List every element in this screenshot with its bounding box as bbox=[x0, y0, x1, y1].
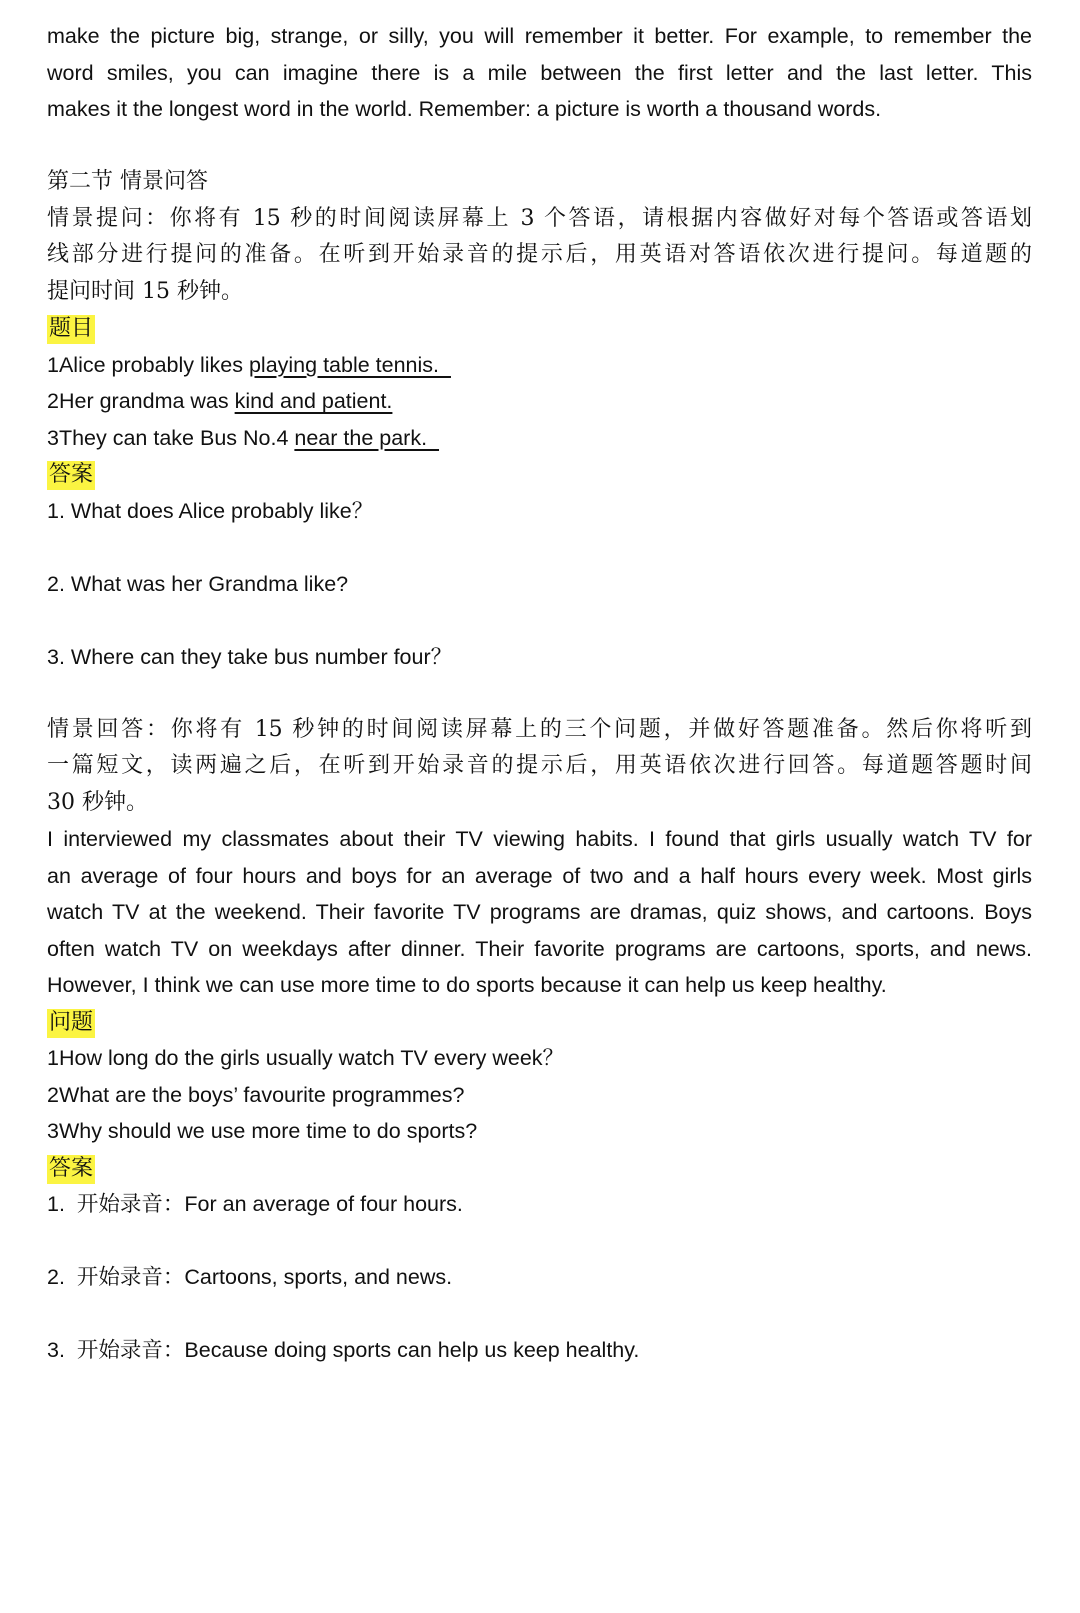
reply-answer-cue: 开始录音： bbox=[76, 1265, 185, 1290]
ask-item bbox=[47, 383, 1032, 420]
question: 3Why should we use more time to do sports? bbox=[47, 1119, 478, 1143]
spacer bbox=[47, 1223, 1032, 1260]
ask-label: 题目 bbox=[47, 315, 95, 344]
ask-item-text: 3They can take Bus No.4 bbox=[47, 425, 295, 450]
intro-line: word smiles, you can imagine there is a mile between the first letter and the last letter. This bbox=[47, 60, 1032, 85]
reply-instruction-line: 30 秒钟。 bbox=[47, 789, 148, 815]
intro-line: makes it the longest word in the world. Remember: a picture is worth a thousand words. bbox=[47, 97, 882, 121]
question-label: 问题 bbox=[47, 1009, 95, 1038]
ask-label-row bbox=[47, 310, 1032, 347]
document-page bbox=[47, 18, 1032, 1369]
intro-line: make the picture big, strange, or silly, you will remember it better. For example, to remember the bbox=[47, 24, 1032, 48]
ask-item bbox=[47, 347, 1032, 384]
ask-answer: 1. What does Alice probably like？ bbox=[47, 498, 374, 523]
reply-answer-cue: 开始录音： bbox=[76, 1338, 185, 1363]
ask-item-text: 1Alice probably likes bbox=[47, 352, 249, 377]
reply-answer-label: 答案 bbox=[47, 1155, 95, 1184]
spacer bbox=[47, 529, 1032, 566]
question: 1How long do the girls usually watch TV every week？ bbox=[47, 1046, 565, 1070]
reply-answer bbox=[47, 1332, 1032, 1369]
reply-answer-label-row bbox=[47, 1150, 1032, 1187]
question: 2What are the boys’ favourite programmes? bbox=[47, 1082, 465, 1107]
reply-instruction-line: 一篇短文，读两遍之后，在听到开始录音的提示后，用英语依次进行回答。每道题答题时间 bbox=[47, 753, 1032, 778]
reply-instruction-line: 情景回答：你将有 15 秒钟的时间阅读屏幕上的三个问题，并做好答题准备。然后你将听到 bbox=[47, 716, 1032, 742]
ask-instruction-line: 提问时间 15 秒钟。 bbox=[47, 278, 243, 304]
reply-answer bbox=[47, 1186, 1032, 1223]
passage-line: watch TV at the weekend. Their favorite TV programs are dramas, quiz shows, and cartoons. Boys bbox=[47, 900, 1032, 924]
passage-line: often watch TV on weekdays after dinner. Their favorite programs are cartoons, sports, and news. bbox=[47, 936, 1032, 961]
ask-answer: 2. What was her Grandma like? bbox=[47, 571, 349, 596]
ask-answer: 3. Where can they take bus number four？ bbox=[47, 644, 453, 669]
ask-answer-label: 答案 bbox=[47, 461, 95, 490]
section-heading: 第二节 情景问答 bbox=[47, 169, 208, 194]
ask-instruction-line: 线部分进行提问的准备。在听到开始录音的提示后，用英语对答语依次进行提问。每道题的 bbox=[47, 242, 1032, 267]
ask-instruction-line: 情景提问：你将有 15 秒的时间阅读屏幕上 3 个答语，请根据内容做好对每个答语或答语划 bbox=[47, 205, 1032, 231]
ask-item-underlined: kind and patient. bbox=[234, 389, 393, 413]
reply-answer-text: For an average of four hours. bbox=[184, 1192, 463, 1216]
ask-item-underlined: near the park. bbox=[294, 425, 440, 450]
reply-answer-text: Cartoons, sports, and news. bbox=[184, 1265, 453, 1289]
spacer bbox=[47, 128, 1032, 165]
question-label-row bbox=[47, 1004, 1032, 1041]
passage-line: I interviewed my classmates about their TV viewing habits. I found that girls usually watch TV for bbox=[47, 827, 1032, 851]
passage-line: However, I think we can use more time to do sports because it can help us keep healthy. bbox=[47, 973, 887, 997]
reply-answer-cue: 开始录音： bbox=[76, 1192, 185, 1217]
ask-item-underlined: playing table tennis. bbox=[248, 352, 451, 377]
spacer bbox=[47, 602, 1032, 639]
reply-answer-text: Because doing sports can help us keep healthy. bbox=[184, 1338, 640, 1362]
spacer bbox=[47, 675, 1032, 712]
spacer bbox=[47, 1296, 1032, 1333]
reply-answer-number: 1. bbox=[47, 1192, 77, 1216]
ask-item bbox=[47, 420, 1032, 457]
reply-answer-number: 2. bbox=[47, 1265, 77, 1289]
reply-answer-number: 3. bbox=[47, 1338, 77, 1362]
passage-line: an average of four hours and boys for an average of two and a half hours every week. Most girls bbox=[47, 863, 1032, 888]
reply-answer bbox=[47, 1259, 1032, 1296]
ask-item-text: 2Her grandma was bbox=[47, 389, 235, 413]
ask-answer-label-row bbox=[47, 456, 1032, 493]
